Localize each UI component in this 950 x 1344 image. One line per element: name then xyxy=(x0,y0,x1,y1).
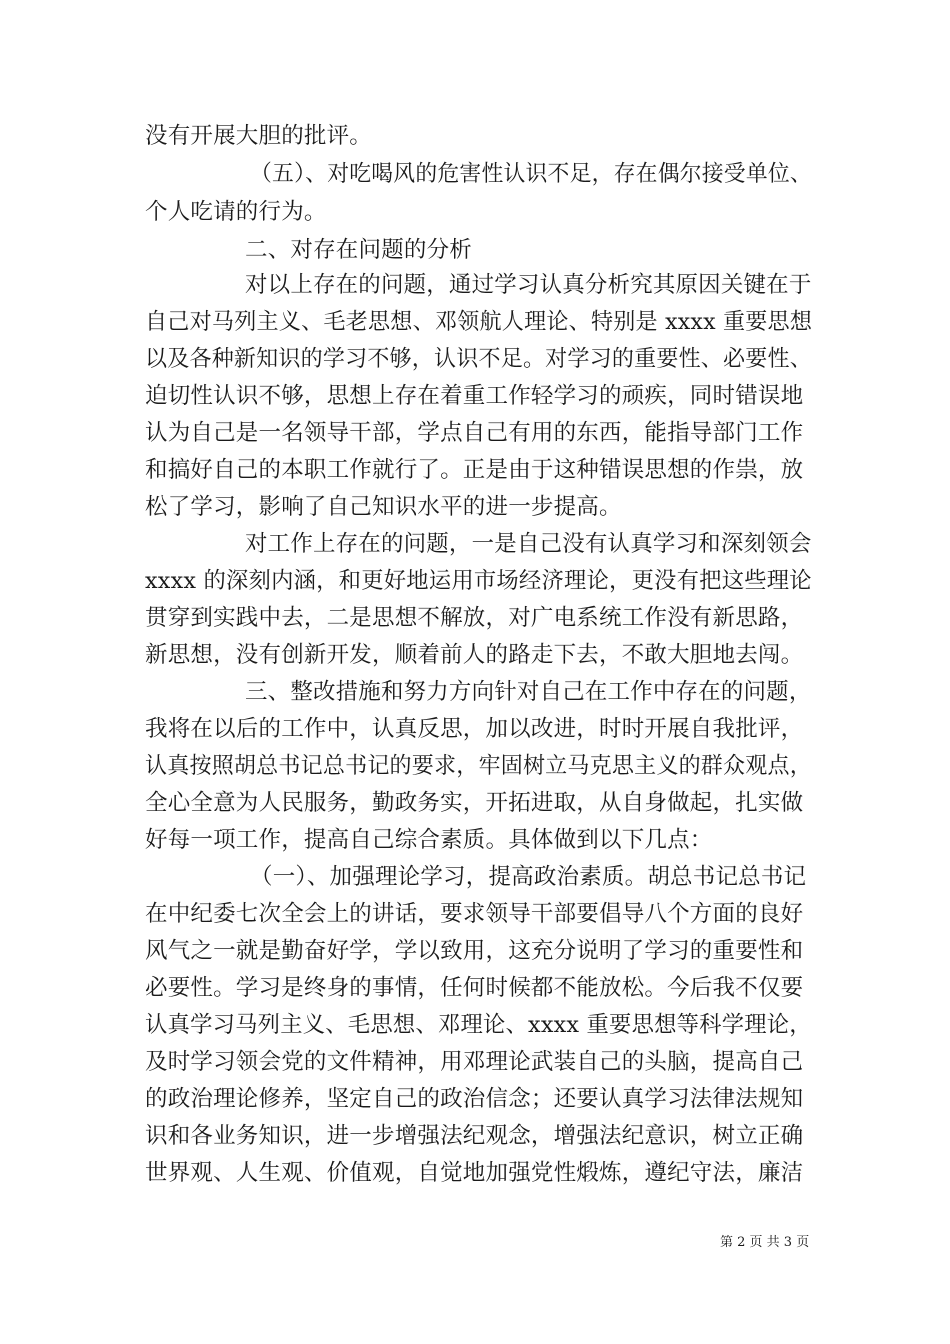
text-line: 我将在以后的工作中，认真反思，加以改进，时时开展自我批评， xyxy=(145,716,804,742)
text-line: （五）、对吃喝风的危害性认识不足，存在偶尔接受单位、 xyxy=(250,161,812,187)
text-line: 必要性。学习是终身的事情，任何时候都不能放松。今后我不仅要 xyxy=(145,975,804,1001)
text-line: 自己对马列主义、毛老思想、邓领航人理论、特别是 xxxx 重要思想 xyxy=(145,309,813,335)
text-line: 对以上存在的问题，通过学习认真分析究其原因关键在于 xyxy=(245,272,812,298)
text-line: 及时学习领会党的文件精神，用邓理论武装自己的头脑，提高自己 xyxy=(145,1049,804,1075)
text-line: 在中纪委七次全会上的讲话，要求领导干部要倡导八个方面的良好 xyxy=(145,901,804,927)
text-line: 对工作上存在的问题，一是自己没有认真学习和深刻领会 xyxy=(245,531,812,557)
text-line: xxxx 的深刻内涵，和更好地运用市场经济理论，更没有把这些理论 xyxy=(145,568,812,594)
text-line: 以及各种新知识的学习不够，认识不足。对学习的重要性、必要性、 xyxy=(145,346,812,372)
section-heading: 二、对存在问题的分析 xyxy=(245,237,473,263)
text-line: 新思想，没有创新开发，顺着前人的路走下去，不敢大胆地去闯。 xyxy=(145,642,804,668)
text-line: 的政治理论修养，坚定自己的政治信念；还要认真学习法律法规知 xyxy=(145,1086,804,1112)
text-line: 认真学习马列主义、毛思想、邓理论、xxxx 重要思想等科学理论， xyxy=(145,1012,812,1038)
text-line: 迫切性认识不够，思想上存在着重工作轻学习的顽疾，同时错误地 xyxy=(145,383,804,409)
text-line: 个人吃请的行为。 xyxy=(145,199,327,225)
text-line: 没有开展大胆的批评。 xyxy=(145,123,373,149)
text-line: 好每一项工作，提高自己综合素质。具体做到以下几点： xyxy=(145,827,713,853)
text-line: 世界观、人生观、价值观，自觉地加强党性煅炼，遵纪守法，廉洁 xyxy=(145,1160,804,1186)
text-line: 松了学习，影响了自己知识水平的进一步提高。 xyxy=(145,494,622,520)
section-heading: 三、整改措施和努力方向针对自己在工作中存在的问题， xyxy=(245,679,812,705)
page-number-footer: 第 2 页 共 3 页 xyxy=(720,1235,810,1250)
text-line: 贯穿到实践中去，二是思想不解放，对广电系统工作没有新思路， xyxy=(145,605,804,631)
text-line: 和搞好自己的本职工作就行了。正是由于这种错误思想的作祟，放 xyxy=(145,457,804,483)
text-line: 认真按照胡总书记总书记的要求，牢固树立马克思主义的群众观点， xyxy=(145,753,812,779)
text-line: 认为自己是一名领导干部，学点自己有用的东西，能指导部门工作 xyxy=(145,420,804,446)
text-line: （一）、加强理论学习，提高政治素质。胡总书记总书记 xyxy=(250,864,807,890)
text-line: 识和各业务知识，进一步增强法纪观念，增强法纪意识，树立正确 xyxy=(145,1123,804,1149)
text-line: 风气之一就是勤奋好学，学以致用，这充分说明了学习的重要性和 xyxy=(145,938,804,964)
text-line: 全心全意为人民服务，勤政务实，开拓进取，从自身做起，扎实做 xyxy=(145,790,804,816)
